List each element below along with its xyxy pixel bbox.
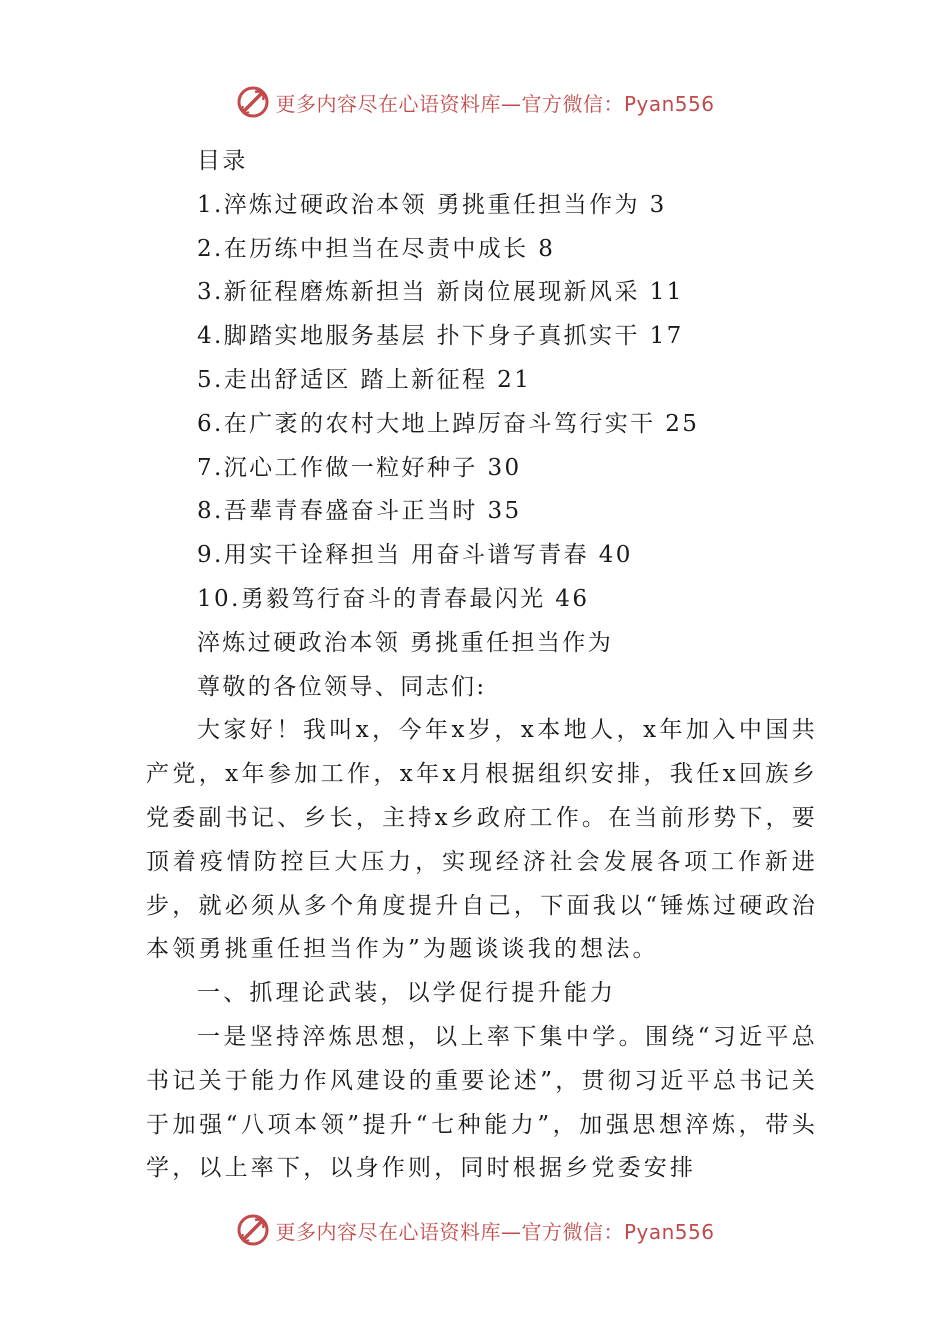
toc-item: 6.在广袤的农村大地上踔厉奋斗笃行实干 25: [197, 410, 700, 437]
quill-seal-logo-icon: [235, 84, 271, 120]
toc-item: 5.走出舒适区 踏上新征程 21: [197, 366, 532, 393]
toc-item: 3.新征程磨炼新担当 新岗位展现新风采 11: [197, 279, 684, 306]
toc-item: 2.在历练中担当在尽责中成长 8: [197, 235, 556, 262]
body-paragraph: 大家好！我叫x，今年x岁，x本地人，x年加入中国共产党，x年参加工作，x年x月根据组织安排，我任x回族乡党委副书记、乡长，主持x乡政府工作。在当前形势下，要顶着疫情防控巨大压力，实现经济社会发展各项工作新进步，就必须从多个角度提升自己，下面我以“锤炼过硬政治本领勇挑重任担当作为”为题谈谈我的想法。: [146, 717, 818, 963]
document-body: [146, 140, 818, 1191]
watermark-banner-top: [0, 82, 950, 122]
section-heading: 一、抓理论武装，以学促行提升能力: [197, 980, 617, 1007]
watermark-text: 更多内容尽在心语资料库—官方微信：Pyan556: [275, 1219, 715, 1244]
toc-item: 9.用实干诠释担当 用奋斗谱写青春 40: [197, 542, 633, 569]
toc-item: 7.沉心工作做一粒好种子 30: [197, 454, 522, 481]
article-title: 淬炼过硬政治本领 勇挑重任担当作为: [197, 629, 614, 656]
toc-title: 目录: [197, 148, 248, 174]
watermark-text: 更多内容尽在心语资料库—官方微信：Pyan556: [275, 91, 715, 116]
salutation: 尊敬的各位领导、同志们:: [197, 673, 487, 700]
body-paragraph: 一是坚持淬炼思想，以上率下集中学。围绕“习近平总书记关于能力作风建设的重要论述”，贯彻习近平总书记关于加强“八项本领”提升“七种能力”，加强思想淬炼，带头学，以上率下，以身作则，同时根据乡党委安排: [146, 1023, 818, 1182]
toc-item: 1.淬炼过硬政治本领 勇挑重任担当作为 3: [197, 191, 667, 218]
toc-item: 4.脚踏实地服务基层 扑下身子真抓实干 17: [197, 323, 684, 350]
quill-seal-logo-icon: [235, 1212, 271, 1248]
toc-item: 10.勇毅笃行奋斗的青春最闪光 46: [197, 585, 590, 612]
watermark-banner-bottom: [0, 1210, 950, 1250]
toc-item: 8.吾辈青春盛奋斗正当时 35: [197, 498, 522, 525]
